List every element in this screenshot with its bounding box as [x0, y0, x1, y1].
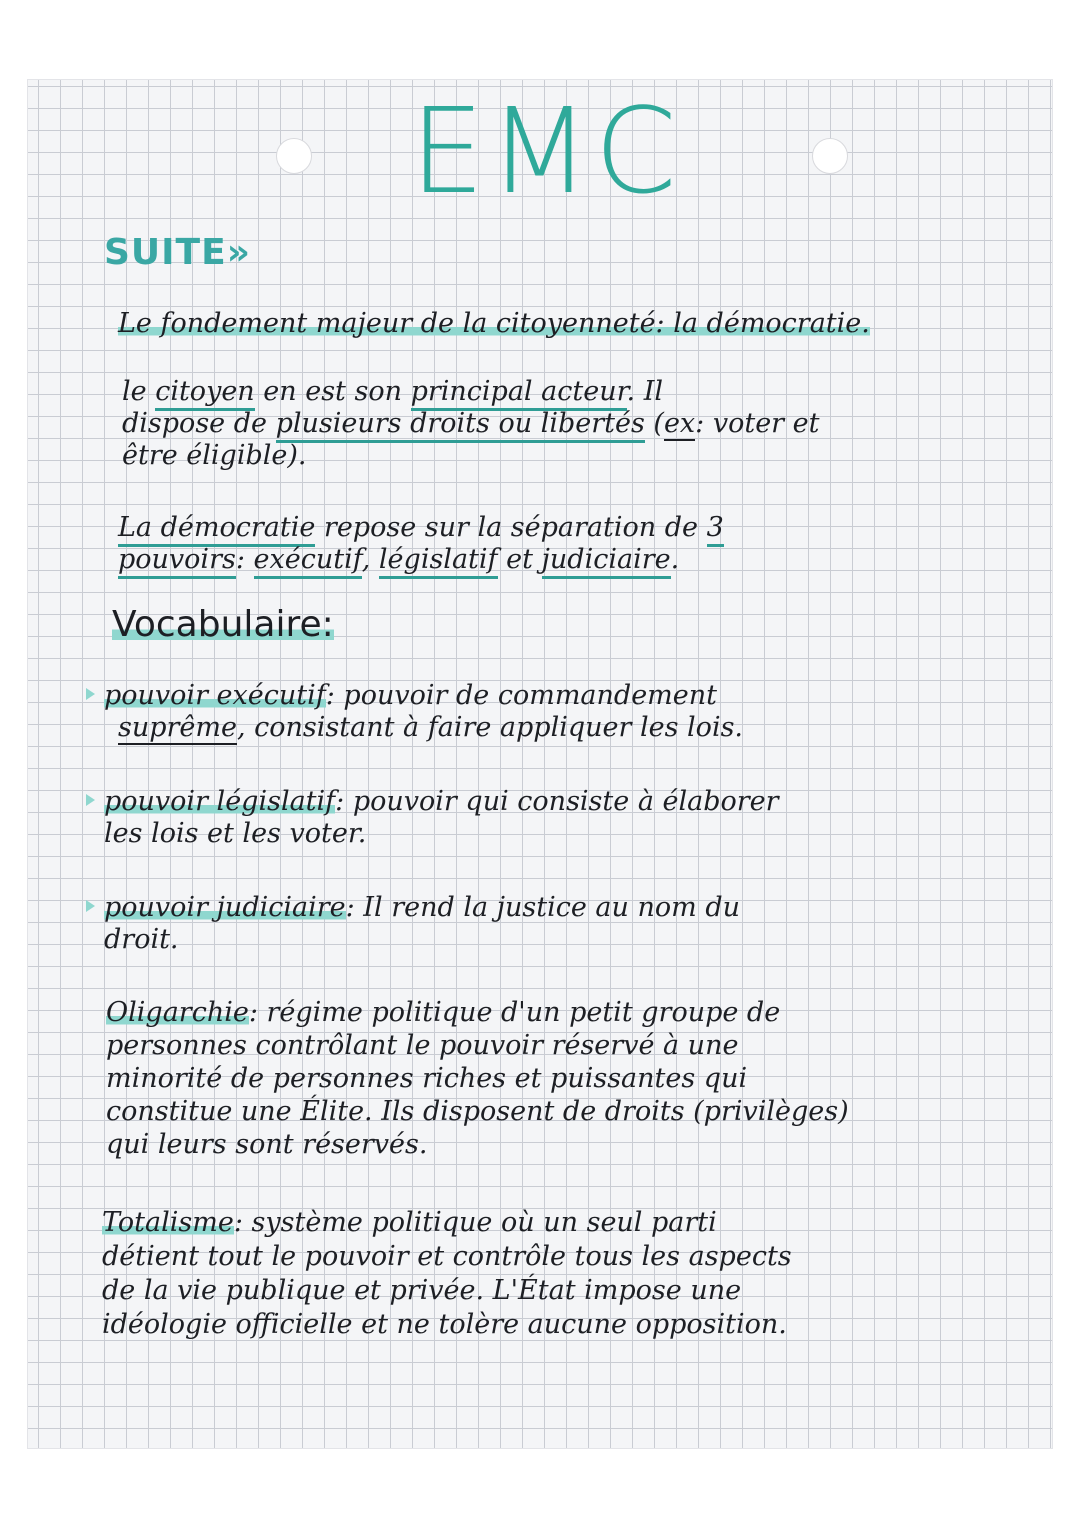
vocab-term: pouvoir législatif	[104, 786, 336, 817]
keyword-ex: ex	[663, 408, 696, 439]
p1-line-3: être éligible).	[122, 440, 307, 471]
keyword-legislatif: législatif	[379, 544, 498, 579]
intro-paragraph-1	[122, 376, 820, 472]
keyword-droits-libertes: plusieurs droits ou libertés	[276, 408, 645, 443]
p2-line-2: pouvoirs: exécutif, législatif et judiciaire.	[118, 544, 724, 576]
vocab-term: pouvoir judiciaire	[104, 892, 346, 923]
definition-term: Totalisme	[102, 1207, 234, 1238]
section-subtitle: SUITE»	[104, 232, 251, 273]
p1-line-1: le citoyen en est son principal acteur. Il	[122, 376, 820, 408]
vocabulary-heading: Vocabulaire:	[112, 604, 334, 645]
punch-hole-right	[812, 138, 848, 174]
keyword-3: 3	[707, 512, 724, 547]
definition-oligarchie: Oligarchie: régime politique d'un petit groupe de personnes contrôlant le pouvoir réservé à une minorité de personnes riches et puissantes qui constitue une Élite. Ils disposent de droits (privilèges) qui leurs sont réservés.	[106, 997, 849, 1160]
keyword-principal-acteur: principal acteur	[411, 376, 627, 411]
keyword-executif: exécutif	[254, 544, 362, 579]
keyword-judiciaire: judiciaire	[542, 544, 671, 579]
bullet-icon	[86, 794, 95, 806]
vocab-item-judiciaire: pouvoir judiciaire: Il rend la justice au nom du droit.	[104, 892, 740, 955]
keyword-citoyen: citoyen	[155, 376, 254, 411]
vocab-item-legislatif: pouvoir législatif: pouvoir qui consiste à élaborer les lois et les voter.	[104, 786, 779, 849]
definition-term: Oligarchie	[106, 997, 249, 1028]
definition-totalisme: Totalisme: système politique où un seul parti détient tout le pouvoir et contrôle tous les aspects de la vie publique et privée. L'État impose une idéologie officielle et ne tolère aucune opposition.	[102, 1207, 792, 1340]
page-title: EMC	[410, 82, 681, 220]
vocab-item-executif: pouvoir exécutif: pouvoir de commandement suprême, consistant à faire appliquer les lois.	[104, 680, 744, 743]
bullet-icon	[86, 688, 95, 700]
keyword-democratie: La démocratie	[118, 512, 315, 547]
p1-line-2: dispose de plusieurs droits ou libertés (ex: voter et	[122, 408, 820, 440]
bullet-icon	[86, 900, 95, 912]
keyword-pouvoirs: pouvoirs	[118, 544, 236, 579]
punch-hole-left	[276, 138, 312, 174]
intro-paragraph-2	[118, 512, 724, 576]
vocab-term: pouvoir exécutif	[104, 680, 326, 711]
intro-heading	[118, 308, 870, 340]
p2-line-1: La démocratie repose sur la séparation de 3	[118, 512, 724, 544]
intro-heading-text: Le fondement majeur de la citoyenneté: la démocratie.	[118, 308, 870, 339]
